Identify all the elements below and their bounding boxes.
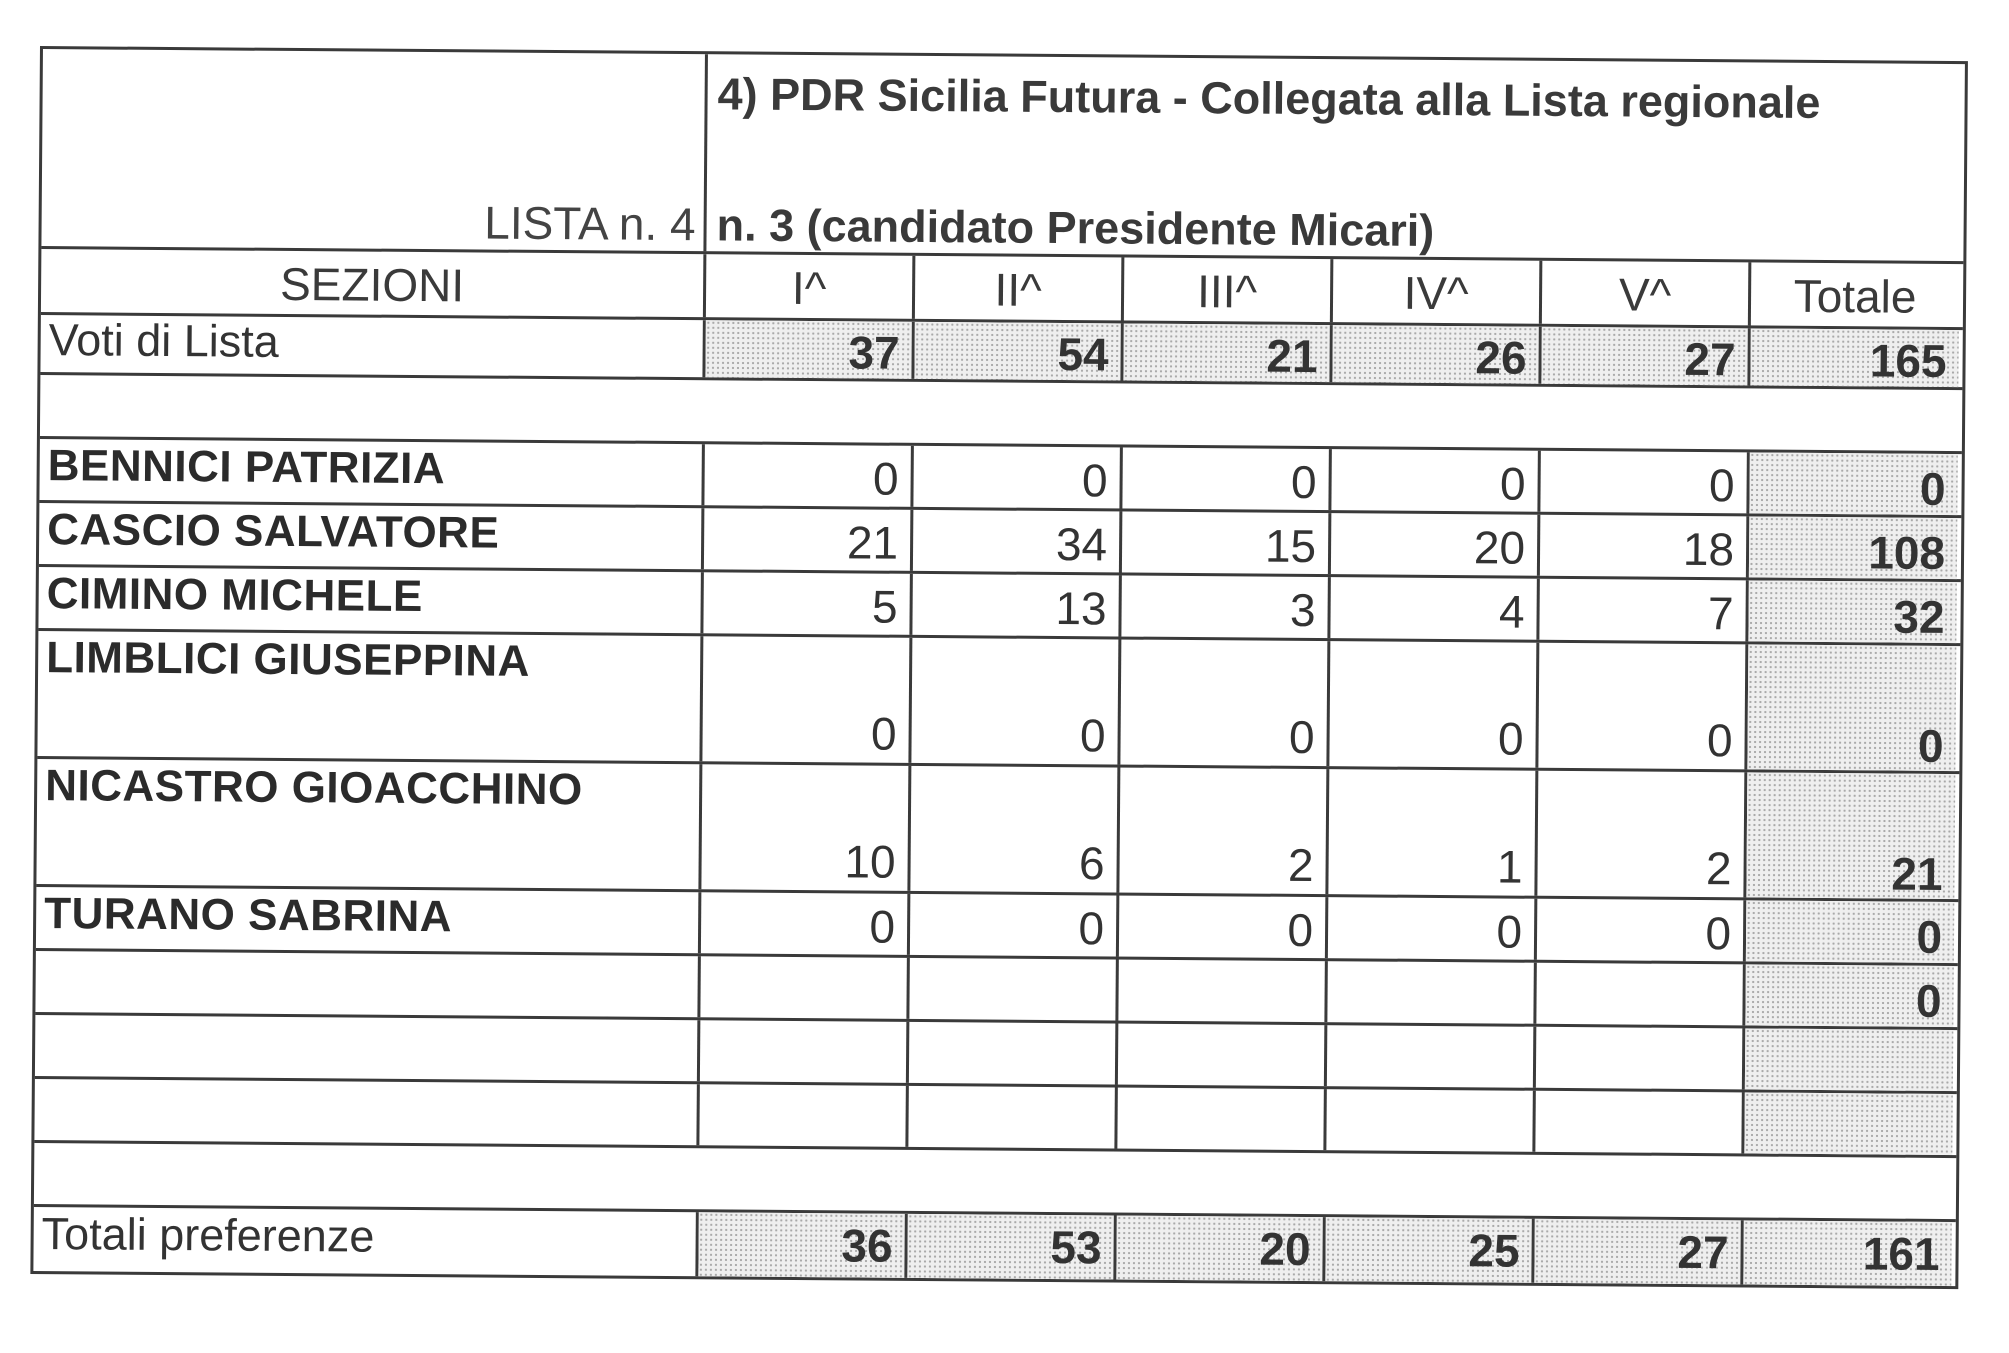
voti-lista-value: 26 xyxy=(1332,325,1541,384)
candidate-total: 0 xyxy=(1749,452,1957,515)
totali-total: 161 xyxy=(1743,1220,1951,1286)
candidate-name: NICASTRO GIOACCHINO xyxy=(36,759,702,889)
candidate-value: 0 xyxy=(1122,448,1331,511)
empty-cell xyxy=(34,1079,699,1145)
empty-cell xyxy=(1327,961,1536,1024)
voti-lista-value: 27 xyxy=(1541,327,1750,386)
candidate-value: 0 xyxy=(1120,640,1330,767)
list-title-cell xyxy=(706,54,1965,261)
candidate-value: 0 xyxy=(1119,896,1328,959)
candidate-name: TURANO SABRINA xyxy=(36,887,701,953)
empty-cell xyxy=(1536,963,1745,1026)
totali-label: Totali preferenze xyxy=(33,1207,698,1276)
voti-lista-value: 54 xyxy=(914,322,1123,381)
candidate-value: 0 xyxy=(913,446,1122,509)
section-header: III^ xyxy=(1124,258,1333,323)
candidate-value: 10 xyxy=(701,764,911,891)
candidate-value: 0 xyxy=(1331,449,1540,512)
candidate-value: 18 xyxy=(1540,515,1749,578)
candidate-value: 2 xyxy=(1119,768,1329,895)
candidate-value: 3 xyxy=(1121,576,1330,639)
totali-value: 36 xyxy=(698,1212,907,1278)
extra-total: 0 xyxy=(1745,964,1953,1027)
totali-value: 53 xyxy=(907,1214,1116,1280)
candidate-value: 2 xyxy=(1537,771,1747,898)
empty-total-cell xyxy=(1744,1092,1952,1155)
empty-cell xyxy=(909,1022,1118,1085)
list-title-line2: n. 3 (candidato Presidente Micari) xyxy=(716,199,1435,256)
candidate-value: 1 xyxy=(1328,769,1538,896)
header-row xyxy=(41,49,1965,264)
section-header: V^ xyxy=(1542,261,1751,326)
candidate-value: 0 xyxy=(702,636,912,763)
totali-row xyxy=(33,1207,1955,1286)
candidate-value: 6 xyxy=(910,766,1120,893)
empty-cell xyxy=(1118,960,1327,1023)
candidate-value: 0 xyxy=(1540,451,1749,514)
voti-lista-value: 21 xyxy=(1123,324,1332,383)
empty-cell xyxy=(908,1086,1117,1149)
candidate-value: 34 xyxy=(913,510,1122,573)
empty-cell xyxy=(1118,1023,1327,1086)
totali-value: 27 xyxy=(1534,1219,1743,1285)
empty-cell xyxy=(699,1084,908,1147)
candidate-total: 0 xyxy=(1747,644,1956,771)
section-header: I^ xyxy=(706,254,915,319)
empty-total-cell xyxy=(1745,1028,1953,1091)
candidate-row xyxy=(37,631,1960,774)
candidate-row xyxy=(36,759,1959,902)
candidate-value: 0 xyxy=(1328,897,1537,960)
empty-cell xyxy=(35,951,700,1017)
candidate-total: 32 xyxy=(1748,580,1956,643)
candidate-value: 0 xyxy=(704,444,913,507)
empty-cell xyxy=(1536,1027,1745,1090)
candidate-value: 4 xyxy=(1330,577,1539,640)
candidate-value: 7 xyxy=(1539,579,1748,642)
candidate-value: 13 xyxy=(912,574,1121,637)
candidate-value: 0 xyxy=(911,638,1121,765)
candidate-total: 108 xyxy=(1749,516,1957,579)
empty-cell xyxy=(700,1020,909,1083)
voti-lista-total: 165 xyxy=(1750,328,1958,387)
list-label-cell xyxy=(41,49,708,251)
candidate-value: 0 xyxy=(1538,643,1748,770)
list-title-line1: 4) PDR Sicilia Futura - Collegata alla Lista regionale xyxy=(717,68,1821,128)
list-label: LISTA n. 4 xyxy=(484,196,696,251)
results-table xyxy=(30,46,1968,1289)
totali-value: 25 xyxy=(1325,1217,1534,1283)
candidate-name: LIMBLICI GIUSEPPINA xyxy=(37,631,703,761)
candidate-value: 20 xyxy=(1331,513,1540,576)
voti-lista-value: 37 xyxy=(705,320,914,379)
empty-cell xyxy=(700,956,909,1019)
candidate-value: 21 xyxy=(704,508,913,571)
voti-lista-label: Voti di Lista xyxy=(40,315,705,377)
section-header: II^ xyxy=(915,256,1124,321)
candidate-total: 0 xyxy=(1746,900,1954,963)
candidate-total: 21 xyxy=(1746,772,1955,899)
candidate-name: CASCIO SALVATORE xyxy=(39,503,704,569)
sections-label: SEZIONI xyxy=(41,249,706,317)
empty-cell xyxy=(1535,1091,1744,1154)
empty-cell xyxy=(1326,1089,1535,1152)
candidate-value: 5 xyxy=(703,572,912,635)
empty-cell xyxy=(1327,1025,1536,1088)
candidate-name: BENNICI PATRIZIA xyxy=(39,439,704,505)
section-header: IV^ xyxy=(1333,259,1542,324)
empty-cell xyxy=(35,1015,700,1081)
empty-cell xyxy=(1117,1087,1326,1150)
candidate-value: 0 xyxy=(1537,899,1746,962)
candidate-value: 15 xyxy=(1122,512,1331,575)
candidate-value: 0 xyxy=(1329,641,1539,768)
candidate-value: 0 xyxy=(701,892,910,955)
candidate-value: 0 xyxy=(910,894,1119,957)
total-header: Totale xyxy=(1793,269,1917,323)
candidate-name: CIMINO MICHELE xyxy=(38,567,703,633)
totali-value: 20 xyxy=(1116,1215,1325,1281)
empty-cell xyxy=(909,958,1118,1021)
